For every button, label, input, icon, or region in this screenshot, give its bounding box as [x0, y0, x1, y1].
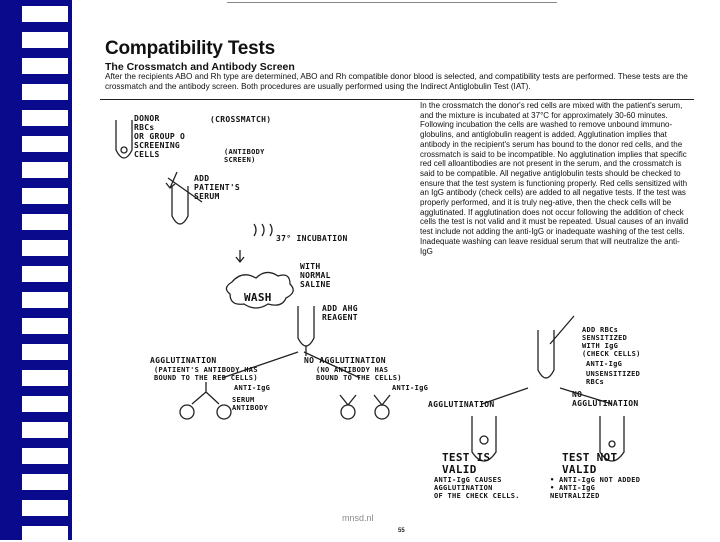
agglutination-left-note: (PATIENT'S ANTIBODY HAS BOUND TO THE RED CELLS): [154, 366, 258, 382]
incubation-label: 37° INCUBATION: [276, 234, 348, 243]
red-cell-icon: [609, 441, 615, 447]
invalid-note: • ANTI-IgG NOT ADDED • ANTI-IgG NEUTRALIZED: [550, 476, 641, 500]
tube-icon: [538, 330, 554, 378]
antibody-icon: [192, 382, 219, 404]
section-subtitle: The Crossmatch and Antibody Screen: [105, 61, 295, 73]
red-cell-icon: [121, 147, 127, 153]
strip-hole: [22, 136, 68, 152]
strip-hole: [22, 32, 68, 48]
add-serum-label: ADD PATIENT'S SERUM: [194, 174, 241, 201]
tube-icon: [172, 186, 188, 224]
wash-with-label: WITH NORMAL SALINE: [300, 262, 331, 289]
page-title: Compatibility Tests: [105, 38, 276, 59]
anti-igg-label: ANTI-IgG: [234, 384, 271, 392]
valid-note: ANTI-IgG CAUSES AGGLUTINATION OF THE CHECK CELLS.: [434, 476, 520, 500]
red-cell-icon: [375, 405, 389, 419]
strip-hole: [22, 84, 68, 100]
page-number: 55: [398, 528, 405, 534]
test-not-valid-label: TEST NOT VALID: [562, 451, 618, 476]
anti-igg-label: ANTI-IgG: [392, 384, 429, 392]
scanned-page: [72, 0, 720, 540]
strip-hole: [22, 292, 68, 308]
tube-icon: [116, 120, 132, 158]
red-cell-icon: [217, 405, 231, 419]
add-ahg-label: ADD AHG REAGENT: [322, 304, 358, 322]
unsensitized-label: UNSENSITIZED RBCs: [586, 370, 641, 386]
footer-watermark: mnsd.nl: [342, 513, 374, 523]
slide-border-strip: [0, 0, 72, 540]
strip-hole: [22, 344, 68, 360]
donor-label: DONOR RBCs OR GROUP O SCREENING CELLS: [134, 114, 186, 159]
crossmatch-paragraph: In the crossmatch the donor's red cells are mixed with the patient's serum, and the mixture is incubated at 37°C for approximately 30-60 minutes. Following incubation the cells are washed to remove unbound immuno-globulins, and antiglobulin reagent is added. Agglutination implies that antibody in the recipient's serum has bound to the donor red cells, and the crossmatch is said to be incompatible. No agglutination implies that specific red cell alloantibodies are not present in the serum, and the crossmatch is said to be compatible. All negative antiglobulin tests should be checked to ensure that the test system is functioning properly. Red cells sensitized with an IgG antibody (check cells) are added to all negative tests. If the test was properly performed, and it is truly neg-ative, then the check cells will be agglutinated. If agglutination does not occur following the addition of check cells the test is not valid and it must be repeated. Usual causes of an invalid test include not adding the anti-IgG or inadequate washing of the test cells. Inadequate washing can leave residual serum that will neutralize the anti-IgG: [420, 101, 689, 256]
strip-hole: [22, 448, 68, 464]
no-agglutination-left-label: NO AGGLUTINATION: [304, 356, 386, 365]
anti-igg-label: ANTI-IgG: [586, 360, 623, 368]
wash-label: WASH: [244, 291, 272, 304]
red-cell-icon: [341, 405, 355, 419]
strip-hole: [22, 396, 68, 412]
strip-hole: [22, 240, 68, 256]
diagram-drawing: [72, 0, 720, 540]
red-cell-icon: [180, 405, 194, 419]
strip-hole: [22, 188, 68, 204]
arrow-icon: [236, 250, 244, 262]
strip-hole: [22, 110, 68, 126]
red-cell-icon: [480, 436, 488, 444]
strip-hole: [22, 474, 68, 490]
add-rbc-label: ADD RBCs SENSITIZED WITH IgG (CHECK CELLS): [582, 326, 641, 358]
strip-hole: [22, 422, 68, 438]
crossmatch-label: (CROSSMATCH): [210, 115, 272, 124]
strip-hole: [22, 6, 68, 22]
antibody-screen-label: (ANTIBODY SCREEN): [224, 148, 265, 164]
serum-antibody-label: SERUM ANTIBODY: [232, 396, 269, 412]
strip-hole: [22, 370, 68, 386]
strip-hole: [22, 500, 68, 516]
strip-hole: [22, 266, 68, 282]
strip-hole: [22, 58, 68, 74]
agglutination-right-label: AGGLUTINATION: [428, 400, 495, 409]
strip-hole: [22, 318, 68, 334]
intro-paragraph: After the recipients ABO and Rh type are determined, ABO and Rh compatible donor blood is selected, and compatibility tests are performed. These tests are the crossmatch and the antibody screen. Both procedures are usually performed using the Indirect Antiglobulin Test (IAT).: [105, 72, 688, 91]
heat-icon: [254, 224, 272, 236]
agglutination-left-label: AGGLUTINATION: [150, 356, 217, 365]
no-agglutination-right-label: NO AGGLUTINATION: [572, 390, 639, 408]
test-valid-label: TEST IS VALID: [442, 451, 491, 476]
tube-icon: [298, 306, 314, 346]
no-agglutination-left-note: (NO ANTIBODY HAS BOUND TO THE CELLS): [316, 366, 402, 382]
strip-hole: [22, 214, 68, 230]
anti-igg-icon: [340, 395, 390, 405]
strip-hole: [22, 162, 68, 178]
